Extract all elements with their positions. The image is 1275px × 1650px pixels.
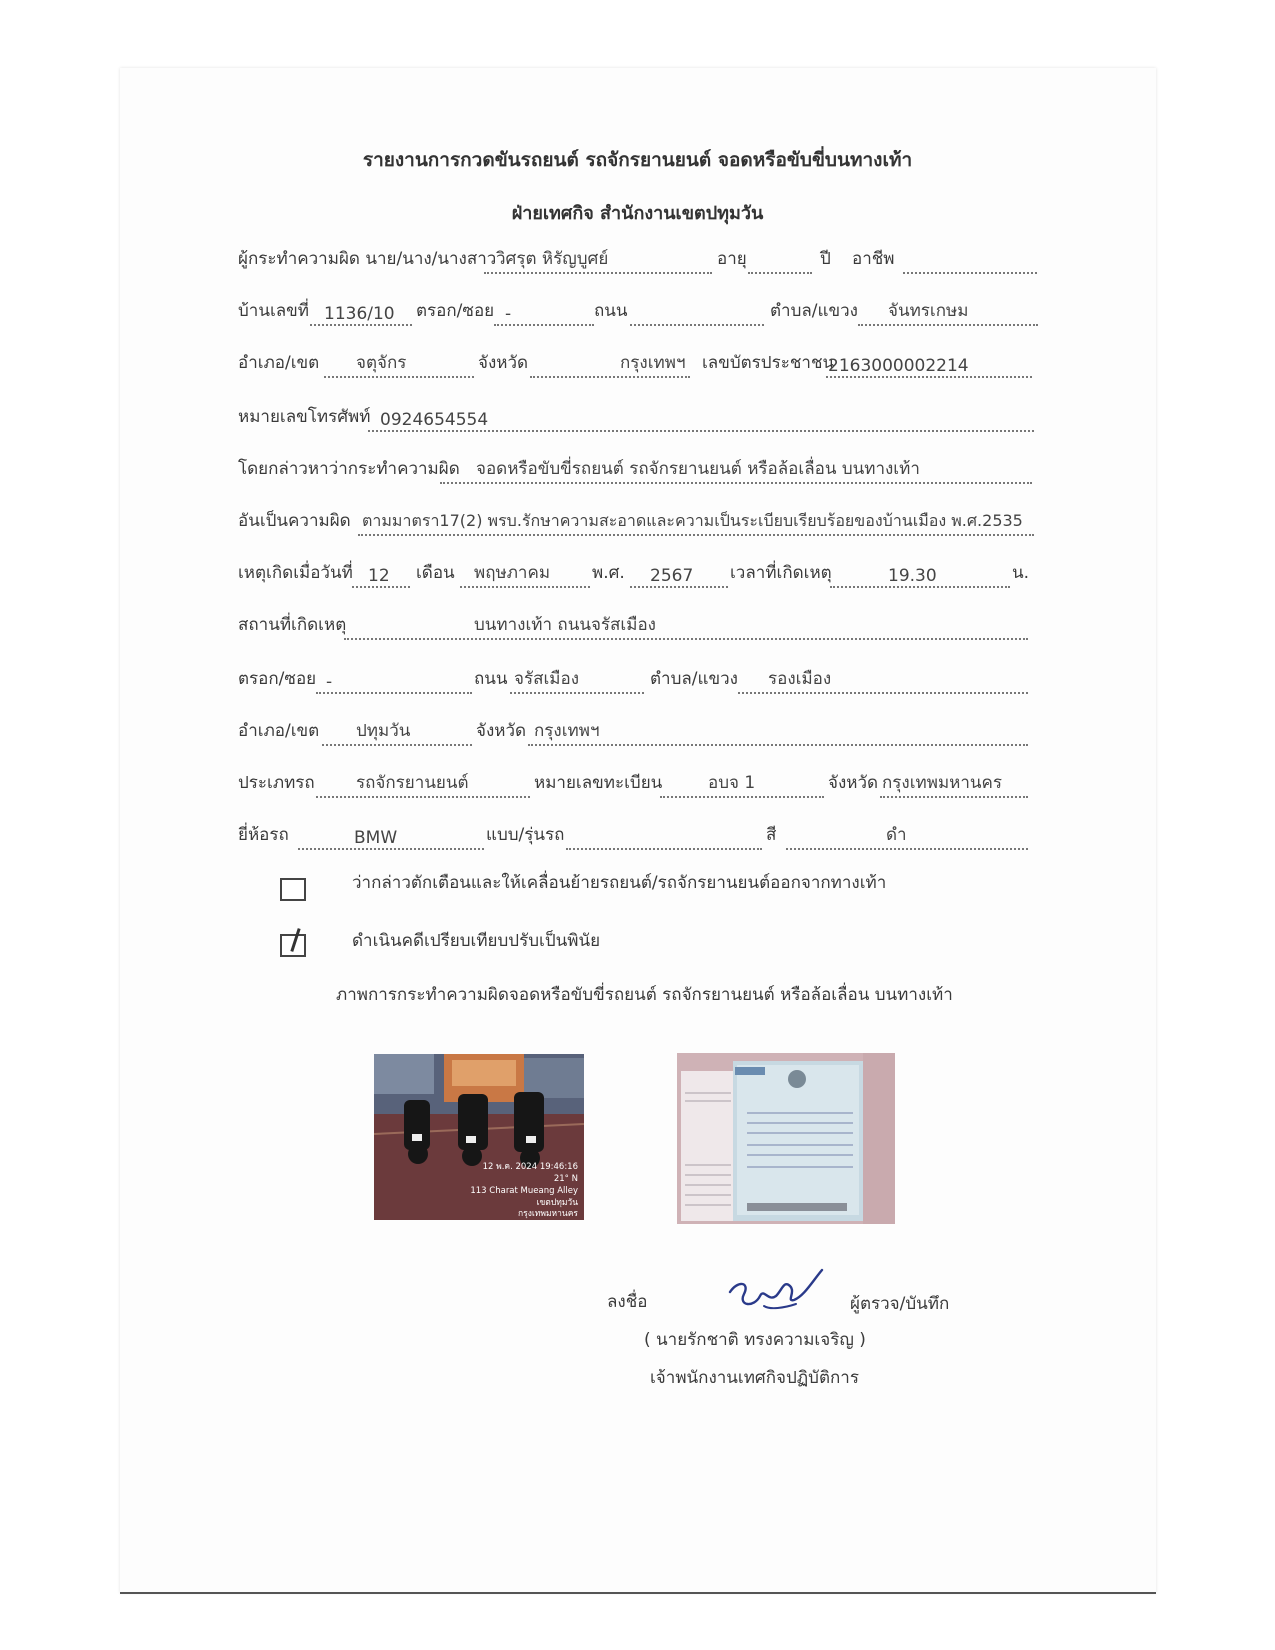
plate-label: หมายเลขทะเบียน — [534, 773, 663, 793]
subdistrict-label: ตำบล/แขวง — [770, 301, 858, 321]
incident-province-value: กรุงเทพฯ — [534, 721, 600, 741]
day-line — [352, 586, 410, 588]
age-label: อายุ — [717, 249, 747, 269]
color-value: ดำ — [886, 825, 907, 845]
month-line — [460, 586, 590, 588]
incident-district-label: อำเภอ/เขต — [238, 721, 320, 741]
page-bottom-rule — [120, 1592, 1156, 1594]
inspector-name: ( นายรักชาติ ทรงความเจริญ ) — [644, 1330, 866, 1350]
ticket-scene — [677, 1053, 895, 1224]
photo-caption-row — [336, 982, 956, 1012]
province-label: จังหวัด — [478, 353, 529, 373]
accused-label: โดยกล่าวหาว่ากระทำความผิด — [238, 459, 460, 479]
incident-road-value: จรัสเมือง — [514, 669, 579, 689]
subdistrict-line — [858, 324, 1038, 326]
stamp-street: 113 Charat Mueang Alley — [470, 1186, 578, 1196]
id-label: เลขบัตรประชาชน — [702, 353, 835, 373]
report-subtitle: ฝ่ายเทศกิจ สำนักงานเขตปทุมวัน — [511, 203, 764, 224]
incident-subdistrict-label: ตำบล/แขวง — [650, 669, 738, 689]
vehicle-province-label: จังหวัด — [828, 773, 879, 793]
incident-road-line — [510, 692, 644, 694]
brand-label: ยี่ห้อรถ — [238, 825, 289, 845]
stamp-temp: 21° N — [553, 1174, 578, 1184]
vehicle-type-value: รถจักรยานยนต์ — [356, 773, 469, 793]
plate-value: อบจ 1 — [708, 773, 756, 793]
vehicle-province-line — [880, 796, 1028, 798]
incident-province-label: จังหวัด — [476, 721, 527, 741]
road-line — [630, 324, 764, 326]
occupation-label: อาชีพ — [852, 249, 895, 269]
date-label: เหตุเกิดเมื่อวันที่ — [238, 563, 353, 583]
stamp-datetime: 12 พ.ค. 2024 19:46:16 — [482, 1162, 578, 1172]
model-line — [566, 848, 762, 850]
row-phone — [0, 404, 1275, 434]
road-label: ถนน — [594, 301, 628, 321]
house-no-line — [310, 324, 412, 326]
offender-name-line — [484, 272, 712, 274]
row-place — [0, 612, 1275, 642]
photo-caption: ภาพการกระทำความผิดจอดหรือขับขี่รถยนต์ รถจักรยานยนต์ หรือล้อเลื่อน บนทางเท้า — [336, 985, 953, 1005]
house-no-label: บ้านเลขที่ — [238, 301, 310, 321]
incident-province-line — [528, 744, 1028, 746]
offense-value: ตามมาตรา17(2) พรบ.รักษาความสะอาดและความเป็นระเบียบเรียบร้อยของบ้านเมือง พ.ศ.2535 — [362, 511, 1023, 530]
offender-name-value: วิศรุต หิรัญบูศย์ — [496, 249, 609, 269]
row-brand — [0, 822, 1275, 852]
month-label: เดือน — [416, 563, 455, 583]
offense-label: อันเป็นความผิด — [238, 511, 351, 531]
stamp-district: เขตปทุมวัน — [536, 1198, 578, 1208]
evidence-photo-ticket — [677, 1053, 895, 1224]
incident-alley-value: - — [326, 672, 333, 692]
alley-value: - — [505, 304, 512, 324]
incident-district-value: ปทุมวัน — [356, 721, 411, 741]
day-value: 12 — [368, 566, 390, 586]
subdistrict-value: จันทรเกษม — [888, 301, 969, 321]
row-address — [0, 298, 1275, 328]
occupation-line — [903, 272, 1037, 274]
place-label: สถานที่เกิดเหตุ — [238, 615, 347, 635]
evidence-photo-motorcycles — [374, 1054, 584, 1220]
option-fine-label: ดำเนินคดีเปรียบเทียบปรับเป็นพินัย — [352, 931, 601, 951]
stamp-city: กรุงเทพมหานคร — [517, 1209, 578, 1219]
year-label-incident: พ.ศ. — [592, 563, 625, 583]
offender-name-label: ผู้กระทำความผิด นาย/นาง/นางสาว — [238, 249, 497, 269]
alley-line — [494, 324, 594, 326]
color-label: สี — [766, 825, 777, 845]
inspector-position: เจ้าพนักงานเทศกิจปฏิบัติการ — [650, 1368, 859, 1388]
time-line — [830, 586, 1010, 588]
model-label: แบบ/รุ่นรถ — [486, 825, 565, 845]
row-date — [0, 560, 1275, 590]
id-line — [826, 376, 1032, 378]
option-fine — [352, 928, 952, 958]
year-line — [630, 586, 728, 588]
color-line — [786, 848, 1028, 850]
district-value: จตุจักร — [356, 353, 407, 373]
row-vehicle — [0, 770, 1275, 800]
row-accused — [0, 456, 1275, 486]
district-line — [324, 376, 474, 378]
plate-line — [660, 796, 824, 798]
time-label: เวลาที่เกิดเหตุ — [730, 563, 832, 583]
brand-value: BMW — [354, 828, 398, 848]
year-value: 2567 — [650, 566, 694, 586]
motorcycles-scene — [374, 1054, 584, 1220]
house-no-value: 1136/10 — [324, 304, 395, 324]
phone-value: 0924654554 — [380, 410, 489, 430]
phone-label: หมายเลขโทรศัพท์ — [238, 407, 371, 427]
alley-label: ตรอก/ซอย — [416, 301, 495, 321]
month-value: พฤษภาคม — [474, 563, 551, 583]
brand-line — [298, 848, 484, 850]
offense-line — [358, 534, 1034, 536]
option-warn — [352, 870, 952, 900]
accused-value: จอดหรือขับขี่รถยนต์ รถจักรยานยนต์ หรือล้อเลื่อน บนทางเท้า — [476, 459, 920, 479]
incident-district-line — [322, 744, 472, 746]
age-line — [748, 272, 812, 274]
province-value: กรุงเทพฯ — [620, 353, 686, 373]
row-offender — [0, 246, 1275, 276]
report-title: รายงานการกวดขันรถยนต์ รถจักรยานยนต์ จอดหรือขับขี่บนทางเท้า — [362, 149, 913, 171]
place-value: บนทางเท้า ถนนจรัสเมือง — [474, 615, 656, 635]
option-warn-label: ว่ากล่าวตักเตือนและให้เคลื่อนย้ายรถยนต์/รถจักรยานยนต์ออกจากทางเท้า — [352, 873, 887, 893]
place-line — [344, 638, 1028, 640]
accused-line — [440, 482, 1032, 484]
id-value: 2163000002214 — [828, 356, 969, 376]
row-offense — [0, 508, 1275, 538]
vehicle-type-line — [316, 796, 530, 798]
inspector-role-label: ผู้ตรวจ/บันทึก — [850, 1294, 950, 1314]
vehicle-province-value: กรุงเทพมหานคร — [882, 773, 1003, 793]
year-label: ปี — [820, 249, 831, 269]
row-incident-district — [0, 718, 1275, 748]
fine-checkbox[interactable] — [280, 934, 306, 957]
row-incident-address — [0, 666, 1275, 696]
incident-subdistrict-value: รองเมือง — [768, 669, 832, 689]
sign-label: ลงชื่อ — [607, 1292, 648, 1312]
time-value: 19.30 — [888, 566, 937, 586]
handwritten-signature — [724, 1262, 828, 1318]
warn-checkbox[interactable] — [280, 878, 306, 901]
incident-alley-line — [316, 692, 472, 694]
phone-line — [368, 430, 1034, 432]
district-label: อำเภอ/เขต — [238, 353, 320, 373]
incident-road-label: ถนน — [474, 669, 508, 689]
incident-alley-label: ตรอก/ซอย — [238, 669, 317, 689]
time-unit: น. — [1012, 563, 1030, 583]
province-line — [530, 376, 690, 378]
row-district — [0, 350, 1275, 380]
incident-subdistrict-line — [738, 692, 1028, 694]
vehicle-type-label: ประเภทรถ — [238, 773, 315, 793]
